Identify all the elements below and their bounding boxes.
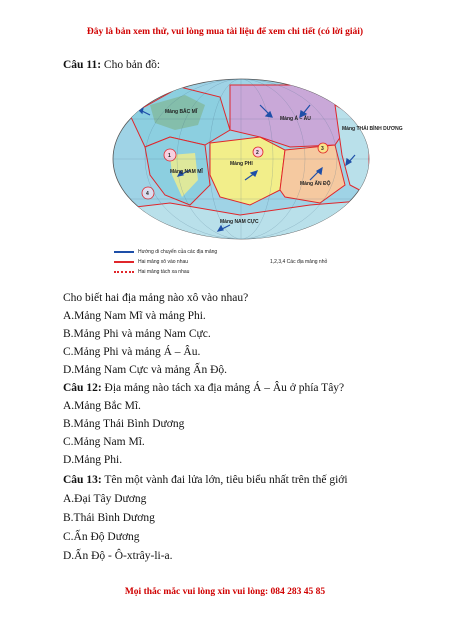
q12-option-c: C.Mảng Nam Mĩ.: [63, 436, 145, 448]
q12-option-b: B.Mảng Thái Bình Dương: [63, 418, 185, 430]
preview-notice-banner: Đây là bản xem thử, vui lòng mua tài liệu để xem chi tiết (có lời giải): [86, 27, 364, 37]
question-11-text-question: Cho biết hai địa mảng nào xô vào nhau?: [63, 292, 249, 304]
label-a-au: Mảng Á – ÂU: [280, 116, 311, 122]
label-small-2: 2: [256, 150, 259, 156]
legend-separate-text: Hai mảng tách xa nhau: [138, 269, 190, 275]
legend-movement-text: Hướng di chuyển của các địa mảng: [138, 249, 218, 255]
label-small-3: 3: [321, 146, 324, 152]
map-illustration: [110, 75, 403, 255]
q12-option-a: A.Mảng Bắc Mĩ.: [63, 400, 141, 412]
label-small-1: 1: [168, 153, 171, 159]
label-nam-cuc: Mảng NAM CỰC: [220, 219, 259, 225]
q13-option-c: C.Ấn Độ Dương: [63, 531, 140, 543]
arrow-legend-icon: [114, 251, 134, 253]
question-11-intro: [63, 59, 160, 71]
q12-option-d: D.Mảng Phi.: [63, 454, 123, 466]
label-nam-mi: Mảng NAM MĨ: [170, 169, 203, 175]
question-12-intro: [63, 382, 344, 394]
collide-line-icon: [114, 261, 134, 263]
q13-option-b: B.Thái Bình Dương: [63, 512, 155, 524]
q11-option-c: C.Mảng Phi và mảng Á – Âu.: [63, 346, 201, 358]
question-13-label: Câu 13:: [63, 474, 102, 486]
question-11-label: Câu 11:: [63, 59, 102, 71]
q11-option-d: D.Mảng Nam Cực và mảng Ấn Độ.: [63, 364, 228, 376]
separate-line-icon: [114, 271, 134, 273]
legend-collide: [138, 259, 188, 265]
legend-collide-text: Hai mảng xô vào nhau: [138, 259, 189, 265]
legend-small-plates: [270, 259, 327, 265]
label-small-4: 4: [146, 191, 149, 197]
q11-option-b: B.Mảng Phi và mảng Nam Cực.: [63, 328, 211, 340]
label-thai-binh-duong: Mảng THÁI BÌNH DƯƠNG: [342, 126, 403, 132]
legend-small-text: 1,2,3,4 Các địa mảng nhỏ: [270, 259, 328, 265]
contact-footer: Mọi thắc mắc vui lòng xin vui lòng: 084 283 45 85: [124, 587, 326, 597]
map-legend: [110, 247, 372, 285]
question-11-text: Cho bản đồ:: [101, 59, 161, 71]
tectonic-plates-map: [110, 75, 403, 255]
legend-separate: [138, 269, 189, 275]
q13-option-a: A.Đại Tây Dương: [63, 493, 147, 505]
label-phi: Mảng PHI: [230, 161, 253, 167]
label-an-do: Mảng ẤN ĐỘ: [300, 181, 331, 187]
question-13-intro: [63, 474, 348, 486]
question-12-text: Địa mảng nào tách xa địa mảng Á – Âu ở phía Tây?: [101, 382, 345, 394]
q11-option-a: A.Mảng Nam Mĩ và mảng Phi.: [63, 310, 206, 322]
q13-option-d: D.Ấn Độ - Ô-xtrây-li-a.: [63, 550, 173, 562]
label-bac-mi: Mảng BẮC MĨ: [165, 109, 198, 115]
question-13-text: Tên một vành đai lửa lớn, tiêu biểu nhất trên thế giới: [101, 474, 348, 486]
question-12-label: Câu 12:: [63, 382, 102, 394]
legend-movement: [138, 249, 217, 255]
